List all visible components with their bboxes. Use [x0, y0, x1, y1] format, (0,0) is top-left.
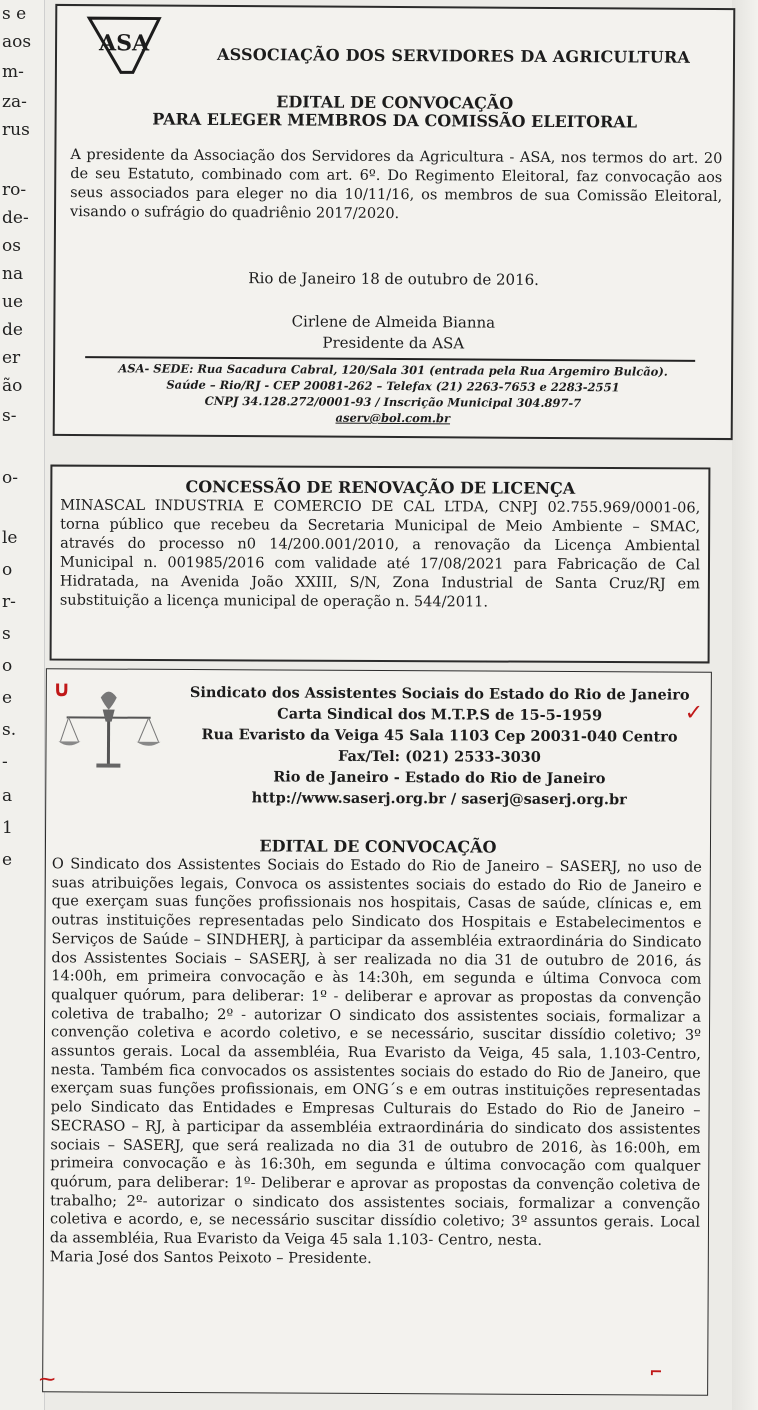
- handwritten-mark-icon: ∪: [52, 677, 71, 703]
- svg-text:ASA: ASA: [98, 30, 150, 57]
- column-fragment: ro-: [2, 180, 27, 200]
- notice-body: A presidente da Associação dos Servidores da Agricultura - ASA, nos termos do art. 20 de seu Estatuto, combinado com art. 6º. Do Regimento Eleitoral, faz convocação aos seus associados para eleger no dia 10/11/16, os membros de sua Comissão Eleitoral, visando o sufrágio do quadriênio 2017/2020.: [70, 147, 723, 223]
- address-footer: [55, 360, 731, 428]
- column-fragment: aos: [2, 32, 32, 52]
- handwritten-check-icon: ✓: [684, 700, 704, 726]
- notice-body: MINASCAL INDUSTRIA E COMERCIO DE CAL LTDA, CNPJ 02.755.969/0001-06, torna público que recebeu da Secretaria Municipal de Meio Ambiente – SMAC, através do processo n0 14/200.001/2010, a renovação da Licença Ambiental Municipal n. 001985/2016 com validade até 17/08/2021 para Fabricação de Cal Hidratada, na Avenida João XXIII, S/N, Zona Industrial de Santa Cruz/RJ em substituição a licença municipal de operação n. 544/2011.: [59, 497, 701, 611]
- asa-notice: [53, 4, 736, 440]
- notice-title: [57, 92, 733, 132]
- column-fragment: s: [2, 624, 11, 644]
- website-email-link[interactable]: http://www.saserj.org.br / saserj@saserj.org.br: [251, 789, 627, 809]
- column-fragment: -: [2, 752, 8, 772]
- column-fragment: s-: [2, 406, 17, 426]
- column-fragment: le: [2, 528, 18, 548]
- column-fragment: ue: [2, 292, 24, 312]
- column-fragment: os: [2, 236, 21, 256]
- column-fragment: 1: [2, 818, 13, 838]
- asa-logo: [83, 10, 165, 80]
- notice-date: Rio de Janeiro 18 de outubro de 2016.: [248, 269, 540, 289]
- page-edge: [732, 0, 758, 1410]
- column-fragment: r-: [2, 592, 16, 612]
- column-fragment: o: [2, 656, 13, 676]
- header-line: Carta Sindical dos M.T.P.S de 15-5-1959: [277, 705, 603, 725]
- column-fragment: ão: [2, 376, 23, 396]
- footer-line: ASA- SEDE: Rua Sacadura Cabral, 120/Sala 301 (entrada pela Rua Argemiro Bulcão).: [118, 361, 668, 379]
- column-fragment: e: [2, 688, 13, 708]
- column-fragment: rus: [2, 120, 30, 140]
- column-fragment: de: [2, 320, 23, 340]
- adjacent-column: [0, 0, 45, 1410]
- column-fragment: za-: [2, 92, 27, 112]
- header-line: Rio de Janeiro - Estado do Rio de Janeiro: [273, 768, 606, 788]
- notice-title: CONCESSÃO DE RENOVAÇÃO DE LICENÇA: [185, 477, 576, 498]
- header-line: Fax/Tel: (021) 2533-3030: [337, 747, 541, 766]
- signatory-name: Cirlene de Almeida Bianna: [291, 312, 496, 332]
- column-fragment: m-: [2, 62, 24, 82]
- footer-line: CNPJ 34.128.272/0001-93 / Inscrição Municipal 304.897-7: [204, 393, 582, 411]
- body-text: O Sindicato dos Assistentes Sociais do Estado do Rio de Janeiro – SASERJ, no uso de suas atribuições legais, Convoca os assistentes sociais do estado do Rio de Janeiro e que exerçam suas funções profissionais nos hospitais, Casas de saúde, clínicas e, em outras instituições representadas pelo Sindicato dos Hospitais e Estabelecimentos e Serviços de Saúde – SINDHERJ, à participar da assembléia extraordinária do Sindicato dos Assistentes Sociais – SASERJ, à ser realizada no dia 31 de outubro de 2016, ás 14:00h, em primeira convocação e às 14:30h, em segunda e última Convoca com qualquer quórum, para deliberar: 1º - deliberar e aprovar as propostas da convenção coletiva de trabalho; 2º - autorizar O sindicato dos assistentes sociais, formalizar a convenção coletiva e acordo coletivo, e se necessário, suscitar dissídio coletivo; 3º assuntos gerais. Local da assembléia, Rua Evaristo da Veiga, 45 sala, 1.103-Centro, nesta. Também fica convocados os assistentes sociais do estado do Rio de Janeiro, que exerçam suas funções profissionais, em ONG´s e em outras instituições representadas pelo Sindicato das Entidades e Empresas Culturais do Estado do Rio de Janeiro – SECRASO – RJ, à participar da assembléia extraordinária do sindicato dos assistentes sociais – SASERJ, que será realizada no dia 31 de outubro de 2016, às 16:00h, em primeira convocação e às 16:30h, em segunda e última convocação com qualquer quórum, para deliberar: 1º- Deliberar e aprovar as propostas da convenção coletiva de trabalho; 2º- autorizar o sindicato dos assistentes sociais, formalizar a convenção coletiva e acordo, e, se necessário suscitar dissídio coletivo; 3º assuntos gerais. Local da assembléia, Rua Evaristo da Veiga 45 sala 1.103- Centro, nesta.: [49, 856, 702, 1249]
- signature-line: Maria José dos Santos Peixoto – Presidente.: [49, 1249, 372, 1267]
- column-fragment: de-: [2, 208, 29, 228]
- footer-line: Saúde – Rio/RJ - CEP 20081-262 – Telefax (21) 2263-7653 e 2283-2551: [166, 377, 620, 395]
- union-header: [182, 682, 697, 811]
- column-fragment: e: [2, 850, 13, 870]
- column-fragment: o-: [2, 468, 18, 488]
- header-line: Rua Evaristo da Veiga 45 Sala 1103 Cep 20031-040 Centro: [201, 726, 678, 746]
- header-line: Sindicato dos Assistentes Sociais do Estado do Rio de Janeiro: [189, 684, 690, 704]
- title-line: PARA ELEGER MEMBROS DA COMISSÃO ELEITORAL: [152, 109, 638, 132]
- column-fragment: s e: [2, 4, 27, 24]
- notice-title: EDITAL DE CONVOCAÇÃO: [259, 836, 497, 857]
- email-link[interactable]: aserv@bol.com.br: [335, 410, 451, 426]
- org-name: ASSOCIAÇÃO DOS SERVIDORES DA AGRICULTURA: [216, 44, 691, 67]
- column-fragment: s.: [2, 720, 17, 740]
- handwritten-mark-icon: ⁓: [39, 1369, 56, 1389]
- signature-block: [55, 310, 731, 356]
- scales-torch-emblem-icon: [56, 687, 160, 770]
- column-fragment: a: [2, 786, 13, 806]
- saserj-notice: [39, 668, 712, 1395]
- signatory-role: Presidente da ASA: [322, 333, 465, 353]
- title-line: EDITAL DE CONVOCAÇÃO: [276, 92, 514, 113]
- column-fragment: er: [2, 348, 21, 368]
- handwritten-mark-icon: ⌐: [649, 1362, 663, 1382]
- column-fragment: na: [2, 264, 24, 284]
- column-fragment: o: [2, 560, 13, 580]
- notice-body: [50, 855, 702, 1270]
- license-notice: [50, 465, 711, 664]
